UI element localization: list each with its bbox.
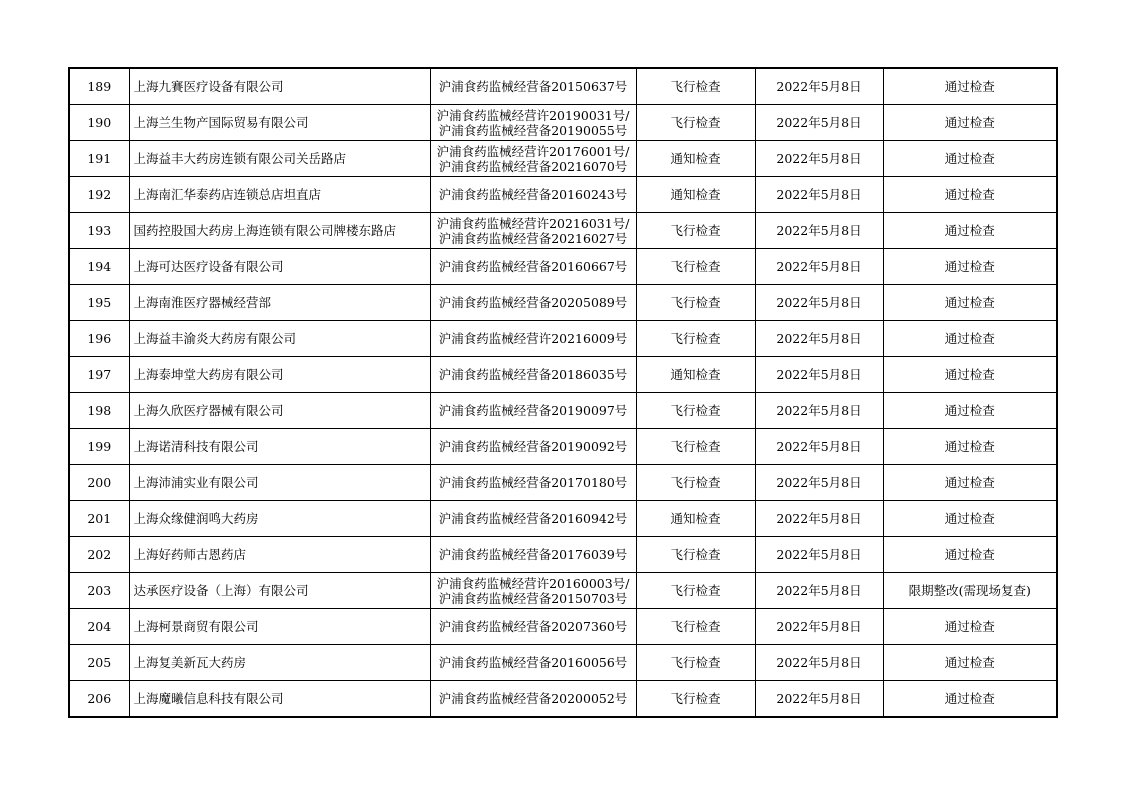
inspection-result: 通过检查 <box>883 249 1057 285</box>
inspection-result: 通过检查 <box>883 465 1057 501</box>
company-name: 上海好药师古恩药店 <box>129 537 430 573</box>
inspection-result: 通过检查 <box>883 321 1057 357</box>
inspection-method: 飞行检查 <box>636 285 755 321</box>
inspection-method: 飞行检查 <box>636 321 755 357</box>
company-name: 上海久欣医疗器械有限公司 <box>129 393 430 429</box>
inspection-result: 通过检查 <box>883 537 1057 573</box>
row-number: 198 <box>69 393 129 429</box>
company-name: 达承医疗设备（上海）有限公司 <box>129 573 430 609</box>
table-row <box>69 249 1057 285</box>
inspection-date: 2022年5月8日 <box>755 465 883 501</box>
row-number: 196 <box>69 321 129 357</box>
row-number: 199 <box>69 429 129 465</box>
inspection-method: 飞行检查 <box>636 573 755 609</box>
row-number: 205 <box>69 645 129 681</box>
license-number <box>430 609 636 645</box>
inspection-date: 2022年5月8日 <box>755 213 883 249</box>
inspection-result: 通过检查 <box>883 105 1057 141</box>
license-line: 沪浦食药监械经营备20207360号 <box>438 619 628 634</box>
inspection-date: 2022年5月8日 <box>755 249 883 285</box>
table-row <box>69 681 1057 718</box>
inspection-method: 通知检查 <box>636 141 755 177</box>
inspection-date: 2022年5月8日 <box>755 357 883 393</box>
inspection-result: 通过检查 <box>883 141 1057 177</box>
license-number <box>430 537 636 573</box>
license-number <box>430 393 636 429</box>
inspection-method: 飞行检查 <box>636 249 755 285</box>
license-line: 沪浦食药监械经营备20150637号 <box>438 79 628 94</box>
row-number: 190 <box>69 105 129 141</box>
license-line: 沪浦食药监械经营许20160003号/ <box>436 575 630 591</box>
inspection-date: 2022年5月8日 <box>755 609 883 645</box>
license-line: 沪浦食药监械经营备20190092号 <box>438 439 628 454</box>
license-line: 沪浦食药监械经营许20176001号/ <box>436 143 630 159</box>
inspection-date: 2022年5月8日 <box>755 573 883 609</box>
company-name: 上海兰生物产国际贸易有限公司 <box>129 105 430 141</box>
row-number: 200 <box>69 465 129 501</box>
table-row <box>69 68 1057 105</box>
inspection-method: 飞行检查 <box>636 429 755 465</box>
inspection-result: 通过检查 <box>883 68 1057 105</box>
license-line: 沪浦食药监械经营备20150703号 <box>438 590 628 606</box>
license-number <box>430 68 636 105</box>
company-name: 上海诺清科技有限公司 <box>129 429 430 465</box>
inspection-date: 2022年5月8日 <box>755 501 883 537</box>
table-row <box>69 465 1057 501</box>
license-line: 沪浦食药监械经营备20160056号 <box>438 655 628 670</box>
inspection-date: 2022年5月8日 <box>755 681 883 718</box>
license-number <box>430 357 636 393</box>
license-number <box>430 645 636 681</box>
inspection-date: 2022年5月8日 <box>755 645 883 681</box>
inspection-date: 2022年5月8日 <box>755 537 883 573</box>
table-row <box>69 105 1057 141</box>
inspection-result: 通过检查 <box>883 357 1057 393</box>
company-name: 上海南汇华泰药店连锁总店坦直店 <box>129 177 430 213</box>
inspection-method: 飞行检查 <box>636 645 755 681</box>
inspection-method: 飞行检查 <box>636 393 755 429</box>
license-line: 沪浦食药监械经营备20200052号 <box>438 691 628 706</box>
table-row <box>69 429 1057 465</box>
row-number: 189 <box>69 68 129 105</box>
inspection-method: 飞行检查 <box>636 465 755 501</box>
inspection-method: 飞行检查 <box>636 537 755 573</box>
license-number <box>430 465 636 501</box>
license-number <box>430 177 636 213</box>
inspection-result: 通过检查 <box>883 213 1057 249</box>
license-number <box>430 681 636 718</box>
company-name: 上海复美新瓦大药房 <box>129 645 430 681</box>
license-line: 沪浦食药监械经营备20176039号 <box>438 547 628 562</box>
inspection-date: 2022年5月8日 <box>755 393 883 429</box>
company-name: 上海沛浦实业有限公司 <box>129 465 430 501</box>
inspection-result: 限期整改(需现场复查) <box>883 573 1057 609</box>
company-name: 上海益丰渝炎大药房有限公司 <box>129 321 430 357</box>
inspection-result: 通过检查 <box>883 429 1057 465</box>
license-line: 沪浦食药监械经营备20170180号 <box>438 475 628 490</box>
license-number <box>430 285 636 321</box>
license-line: 沪浦食药监械经营备20190097号 <box>438 403 628 418</box>
table-row <box>69 285 1057 321</box>
license-number <box>430 105 636 141</box>
license-line: 沪浦食药监械经营许20190031号/ <box>436 107 630 123</box>
table-row <box>69 573 1057 609</box>
license-line: 沪浦食药监械经营备20160243号 <box>438 187 628 202</box>
inspection-date: 2022年5月8日 <box>755 321 883 357</box>
license-line: 沪浦食药监械经营备20160667号 <box>438 259 628 274</box>
license-number <box>430 213 636 249</box>
license-number <box>430 501 636 537</box>
company-name: 国药控股国大药房上海连锁有限公司牌楼东路店 <box>129 213 430 249</box>
inspection-method: 通知检查 <box>636 177 755 213</box>
license-line: 沪浦食药监械经营备20160942号 <box>438 511 628 526</box>
inspection-result: 通过检查 <box>883 609 1057 645</box>
inspection-method: 飞行检查 <box>636 213 755 249</box>
license-line: 沪浦食药监械经营许20216031号/ <box>436 215 630 231</box>
table-row <box>69 213 1057 249</box>
row-number: 204 <box>69 609 129 645</box>
company-name: 上海益丰大药房连锁有限公司关岳路店 <box>129 141 430 177</box>
inspection-method: 飞行检查 <box>636 609 755 645</box>
license-line: 沪浦食药监械经营备20205089号 <box>438 295 628 310</box>
table-body <box>69 68 1057 717</box>
inspection-date: 2022年5月8日 <box>755 285 883 321</box>
inspection-date: 2022年5月8日 <box>755 68 883 105</box>
license-number <box>430 573 636 609</box>
inspection-result: 通过检查 <box>883 177 1057 213</box>
inspection-method: 飞行检查 <box>636 105 755 141</box>
inspection-table <box>68 67 1058 718</box>
company-name: 上海魔曦信息科技有限公司 <box>129 681 430 718</box>
inspection-result: 通过检查 <box>883 393 1057 429</box>
row-number: 195 <box>69 285 129 321</box>
row-number: 206 <box>69 681 129 718</box>
license-line: 沪浦食药监械经营备20216070号 <box>438 158 628 174</box>
license-number <box>430 321 636 357</box>
license-number <box>430 141 636 177</box>
row-number: 201 <box>69 501 129 537</box>
license-line: 沪浦食药监械经营备20186035号 <box>438 367 628 382</box>
row-number: 197 <box>69 357 129 393</box>
inspection-method: 通知检查 <box>636 501 755 537</box>
license-line: 沪浦食药监械经营备20190055号 <box>438 122 628 138</box>
table-row <box>69 321 1057 357</box>
license-line: 沪浦食药监械经营许20216009号 <box>438 331 628 346</box>
table-row <box>69 645 1057 681</box>
company-name: 上海柯景商贸有限公司 <box>129 609 430 645</box>
company-name: 上海九賽医疗设备有限公司 <box>129 68 430 105</box>
inspection-date: 2022年5月8日 <box>755 429 883 465</box>
row-number: 191 <box>69 141 129 177</box>
table-row <box>69 537 1057 573</box>
company-name: 上海可达医疗设备有限公司 <box>129 249 430 285</box>
row-number: 192 <box>69 177 129 213</box>
row-number: 202 <box>69 537 129 573</box>
inspection-result: 通过检查 <box>883 285 1057 321</box>
inspection-method: 飞行检查 <box>636 681 755 718</box>
company-name: 上海众缘健润鸣大药房 <box>129 501 430 537</box>
inspection-method: 飞行检查 <box>636 68 755 105</box>
table-row <box>69 393 1057 429</box>
table-row <box>69 609 1057 645</box>
license-number <box>430 249 636 285</box>
row-number: 194 <box>69 249 129 285</box>
company-name: 上海南淮医疗器械经营部 <box>129 285 430 321</box>
table-row <box>69 501 1057 537</box>
inspection-result: 通过检查 <box>883 681 1057 718</box>
table-row <box>69 141 1057 177</box>
table-row <box>69 177 1057 213</box>
inspection-date: 2022年5月8日 <box>755 105 883 141</box>
company-name: 上海泰坤堂大药房有限公司 <box>129 357 430 393</box>
inspection-result: 通过检查 <box>883 501 1057 537</box>
inspection-result: 通过检查 <box>883 645 1057 681</box>
inspection-date: 2022年5月8日 <box>755 177 883 213</box>
inspection-date: 2022年5月8日 <box>755 141 883 177</box>
license-line: 沪浦食药监械经营备20216027号 <box>438 230 628 246</box>
table-row <box>69 357 1057 393</box>
row-number: 203 <box>69 573 129 609</box>
inspection-table-sheet <box>68 67 1056 718</box>
license-number <box>430 429 636 465</box>
row-number: 193 <box>69 213 129 249</box>
inspection-method: 通知检查 <box>636 357 755 393</box>
